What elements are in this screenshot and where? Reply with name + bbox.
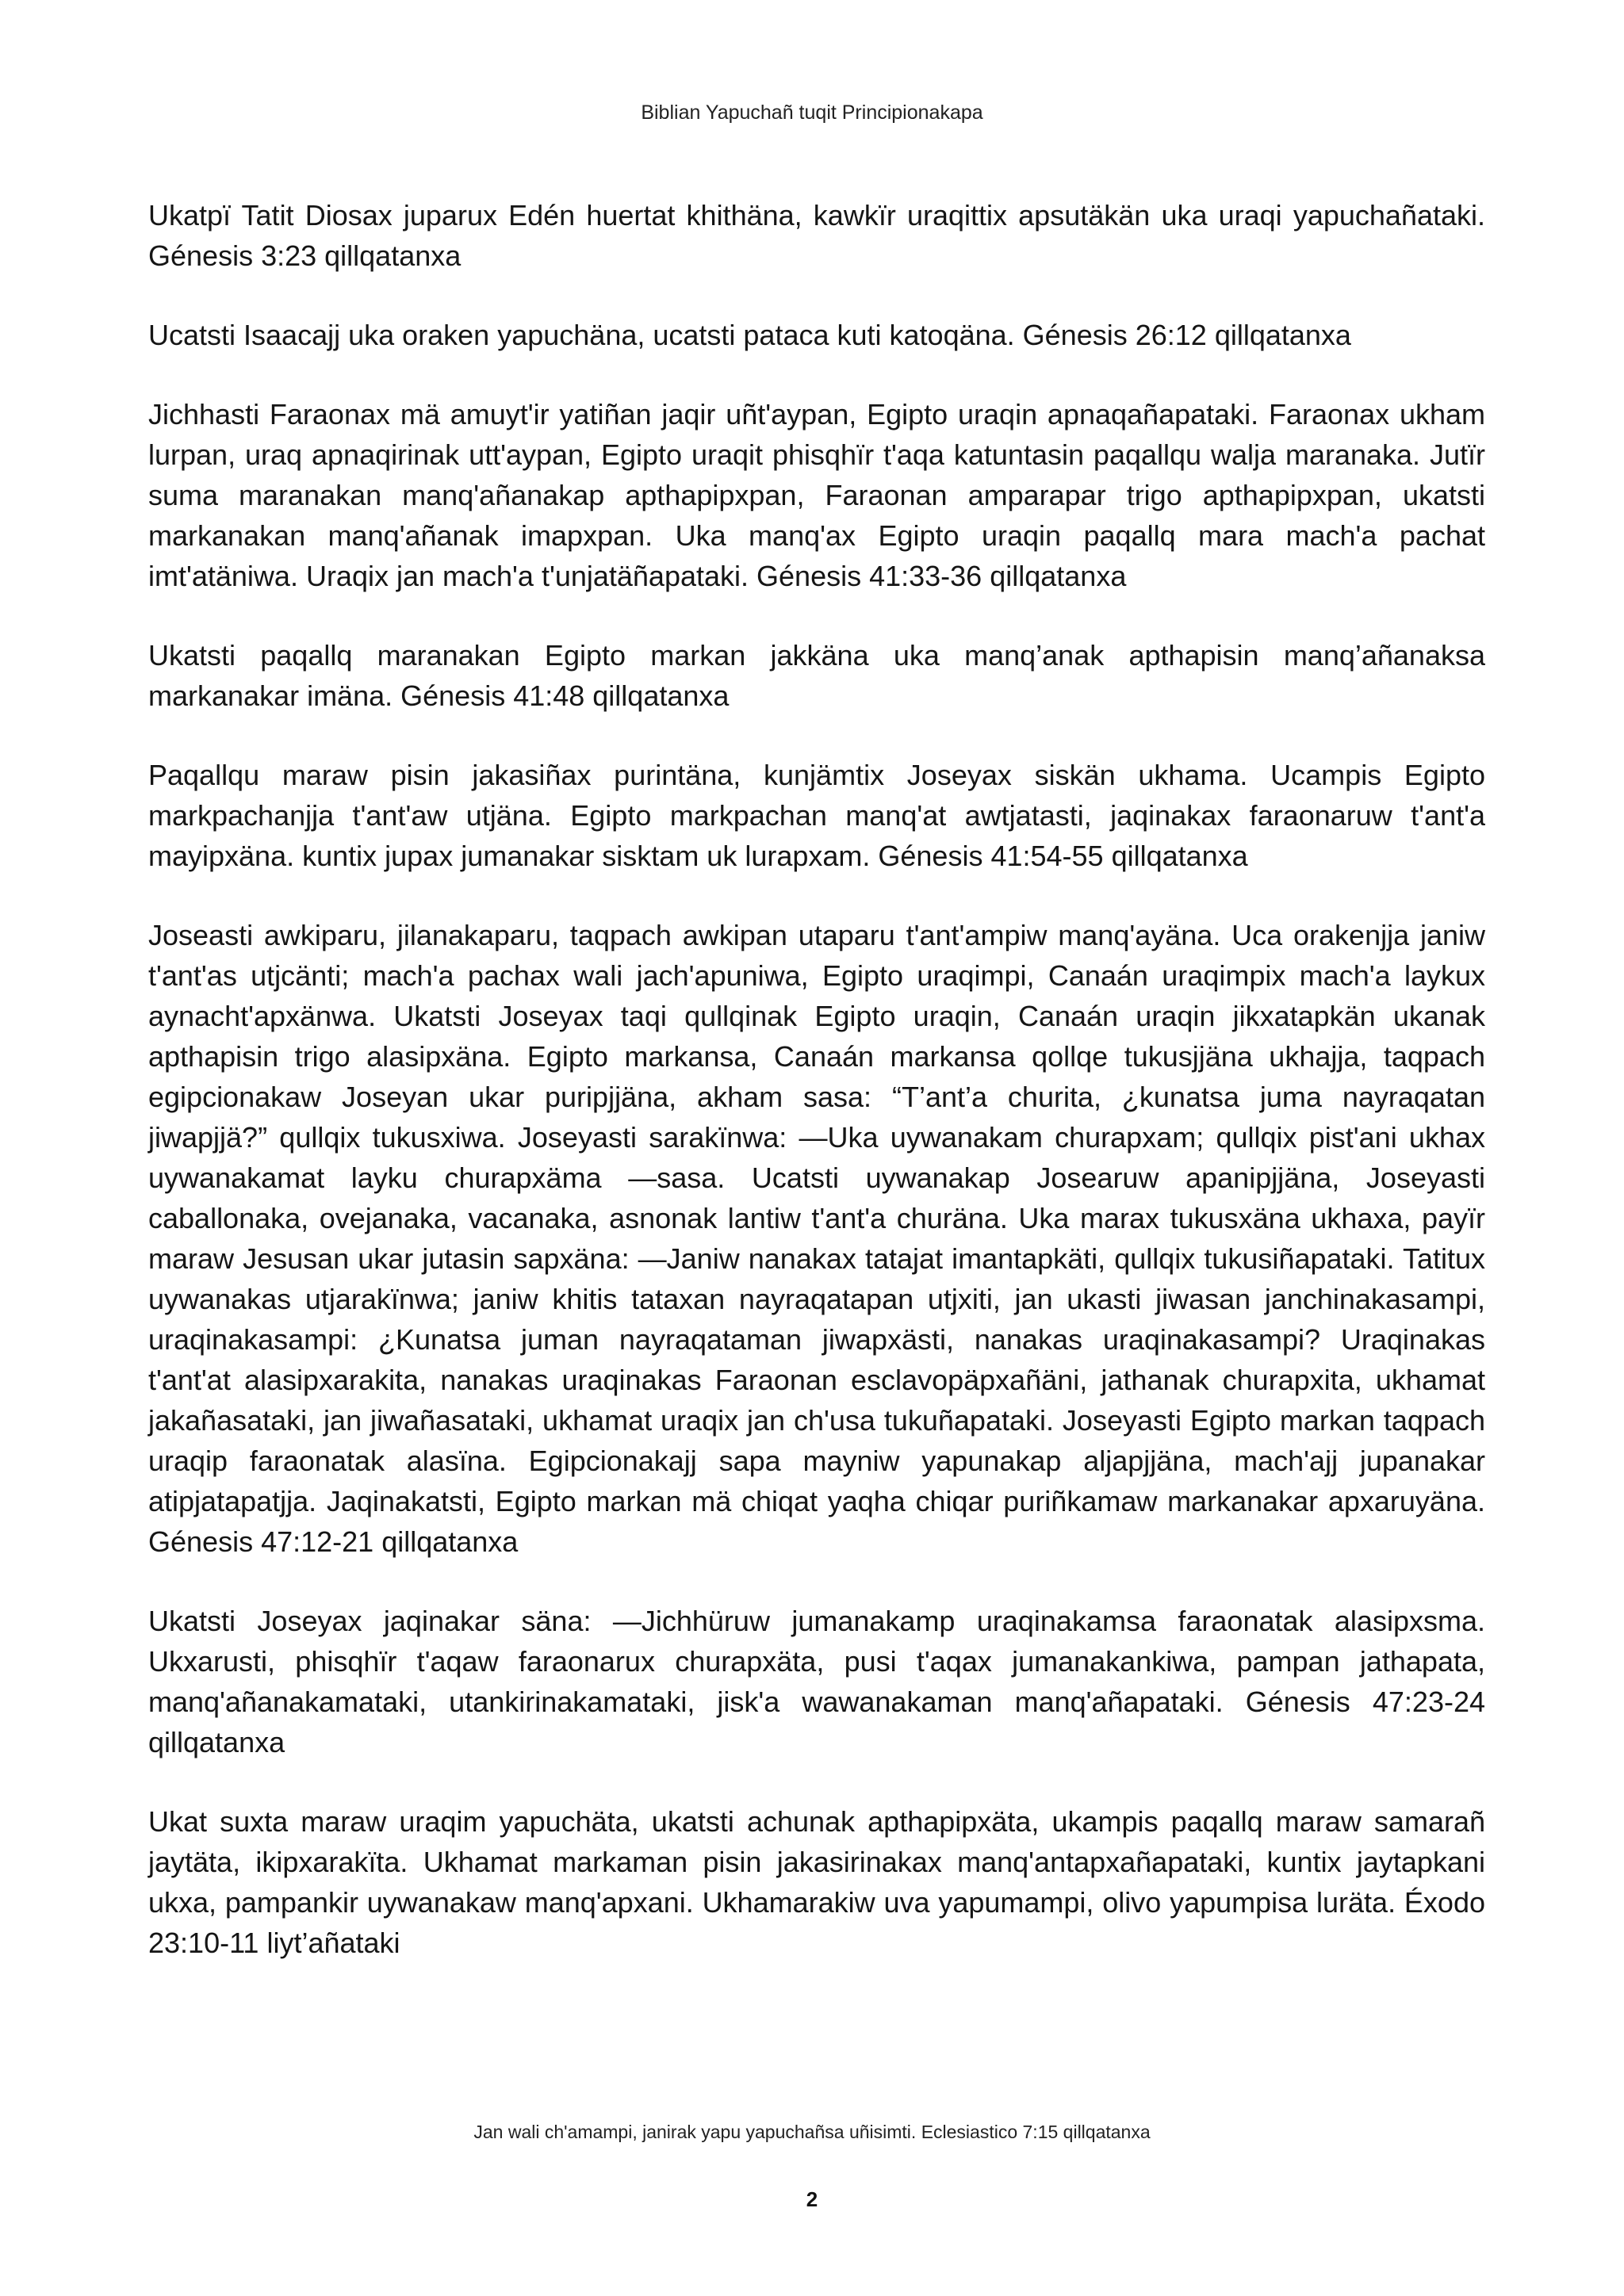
paragraph-genesis-3-23: Ukatpï Tatit Diosax juparux Edén huertat khithäna, kawkïr uraqittix apsutäkän uka uraqi yapuchañataki. Génesis 3:23 qillqatanxa (148, 199, 1485, 272)
page-number: 2 (806, 2187, 818, 2211)
paragraph-genesis-41-48: Ukatsti paqallq maranakan Egipto markan jakkäna uka manq’anak apthapisin manq’añanaksa markanakar imäna. Génesis 41:48 qillqatanxa (148, 639, 1485, 712)
paragraph-genesis-47-12-21: Joseasti awkiparu, jilanakaparu, taqpach awkipan utaparu t'ant'ampiw manq'ayäna. Uca orakenjja janiw t'ant'as utjcänti; mach'a pachax wali jach'apuniwa, Egipto uraqimpi, Canaán uraqimpix mach'a laykux aynacht'apxänwa. Ukatsti Joseyax taqi qullqinak Egipto uraqin, Canaán uraqin jikxatapkän ukanak apthapisin trigo alasipxäna. Egipto markansa, Canaán markansa qollqe tukusjjäna ukhajja, taqpach egipcionakaw Joseyan ukar puripjjäna, akham sasa: “T’ant’a churita, ¿kunatsa juma nayraqatan jiwapjjä?” qullqix tukusxiwa. Joseyasti sarakïnwa: —Uka uywanakam churapxam; qullqix pist'ani ukhax uywanakamat layku churapxäma —sasa. Ucatsti uywanakap Josearuw apanipjjäna, Joseyasti caballonaka, ovejanaka, vacanaka, asnonak lantiw t'ant'a churäna. Uka marax tukusxäna ukhaxa, payïr maraw Jesusan ukar jutasin sapxäna: —Janiw nanakax tatajat imantapkäti, qullqix tukusiñapataki. Tatitux uywanakas utjarakïnwa; janiw khitis tataxan nayraqatapan utjxiti, jan ukasti jiwasan janchinakasampi, uraqinakasampi: ¿Kunatsa juman nayraqataman jiwapxästi, nanakas uraqinakasampi? Uraqinakas t'ant'at alasipxarakita, nanakas uraqinakas Faraonan esclavopäpxañäni, jathanak churapxita, ukhamat jakañasataki, jan jiwañasataki, ukhamat uraqix jan ch'usa tukuñapataki. Joseyasti Egipto markan taqpach uraqip faraonatak alasïna. Egipcionakajj sapa mayniw yapunakap aljapjjäna, mach'ajj jupanakar atipjatapatjja. Jaqinakatsti, Egipto markan mä chiqat yaqha chiqar puriñkamaw markanakar apxaruyäna. Génesis 47:12-21 qillqatanxa (148, 919, 1485, 1558)
running-header: Biblian Yapuchañ tuqit Principionakapa (641, 101, 983, 124)
paragraph-genesis-41-54-55: Paqallqu maraw pisin jakasiñax purintäna, kunjämtix Joseyax siskän ukhama. Ucampis Egipto markpachanjja t'ant'aw utjäna. Egipto markpachan manq'at awtjatasti, jaqinakax faraonaruw t'ant'a mayipxäna. kuntix jupax jumanakar sisktam uk lurapxam. Génesis 41:54-55 qillqatanxa (148, 759, 1485, 872)
footer-quote: Jan wali ch'amampi, janirak yapu yapuchañsa uñisimti. Eclesiastico 7:15 qillqatanxa (473, 2122, 1151, 2142)
paragraph-exodo-23-10-11: Ukat suxta maraw uraqim yapuchäta, ukatsti achunak apthapipxäta, ukampis paqallq maraw samarañ jaytäta, ikipxarakïta. Ukhamat markaman pisin jakasirinakax manq'antapxañapataki, kuntix jaytapkani ukxa, pampankir uywanakaw manq'apxani. Ukhamarakiw uva yapumampi, olivo yapumpisa luräta. Éxodo 23:10-11 liyt’añataki (148, 1805, 1485, 1959)
paragraph-genesis-47-23-24: Ukatsti Joseyax jaqinakar säna: —Jichhüruw jumanakamp uraqinakamsa faraonatak alasipxsma. Ukxarusti, phisqhïr t'aqaw faraonarux churapxäta, pusi t'aqax jumanakankiwa, pampan jathapata, manq'añanakamataki, utankirinakamataki, jisk'a wawanakaman manq'añapataki. Génesis 47:23-24 qillqatanxa (148, 1605, 1485, 1758)
paragraph-genesis-41-33-36: Jichhasti Faraonax mä amuyt'ir yatiñan jaqir uñt'aypan, Egipto uraqin apnaqañapataki. Faraonax ukham lurpan, uraq apnaqirinak utt'aypan, Egipto uraqit phisqhïr t'aqa katuntasin paqallqu walja maranaka. Jutïr suma maranakan manq'añanakap apthapipxpan, Faraonan amparapar trigo apthapipxpan, ukatsti markanakan manq'añanak imapxpan. Uka manq'ax Egipto uraqin paqallq mara mach'a pachat imt'atäniwa. Uraqix jan mach'a t'unjatäñapataki. Génesis 41:33-36 qillqatanxa (148, 398, 1485, 592)
paragraph-genesis-26-12: Ucatsti Isaacajj uka oraken yapuchäna, ucatsti pataca kuti katoqäna. Génesis 26:12 qillqatanxa (148, 319, 1351, 351)
document-body (148, 195, 1485, 2002)
